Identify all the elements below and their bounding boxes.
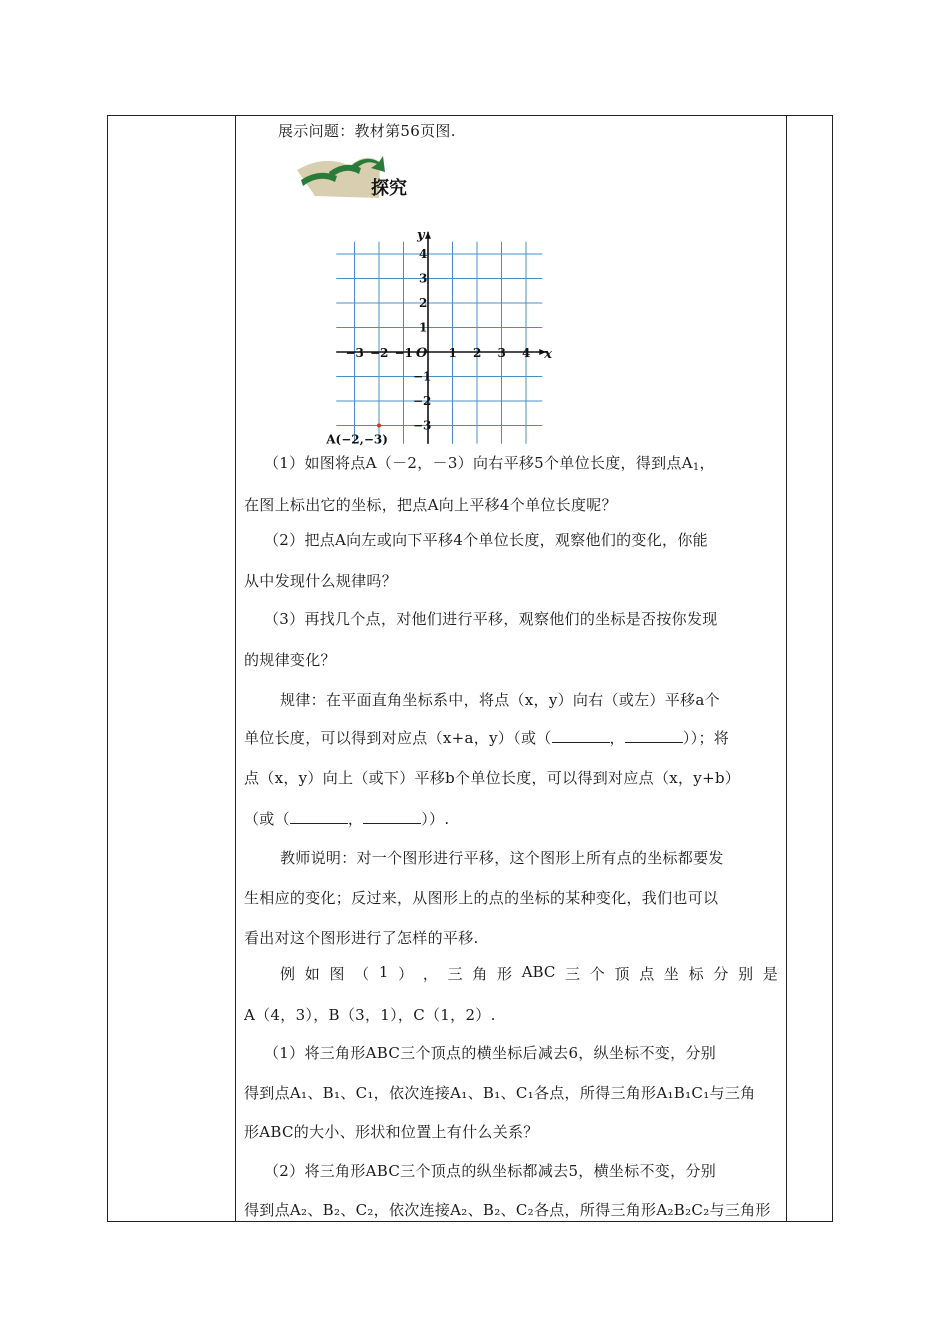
x-axis-label: x (544, 347, 553, 362)
x-tick-label: 3 (497, 346, 506, 360)
example-word: 个 (589, 965, 605, 983)
x-tick-label: −1 (394, 346, 413, 360)
answer-blank[interactable] (552, 728, 610, 743)
coordinate-figure (295, 152, 575, 447)
x-tick-label: 2 (473, 346, 482, 360)
tick-labels (346, 247, 531, 433)
header-line: 展示问题：教材第56页图. (278, 122, 456, 140)
y-tick-label: 3 (419, 271, 428, 286)
ex2-line-1: （2）将三角形ABC三个顶点的纵坐标都减去5，横坐标不变，分别 (264, 1162, 717, 1180)
axes (336, 232, 546, 444)
ex1-line-1: （1）将三角形ABC三个顶点的横坐标后减去6，纵坐标不变，分别 (264, 1044, 717, 1062)
answer-blank[interactable] (625, 728, 683, 743)
x-tick-label: −2 (370, 346, 389, 360)
example-line-1 (280, 963, 778, 984)
example-word: 三 (447, 965, 463, 983)
example-word: 坐 (663, 965, 679, 983)
y-tick-label: −2 (413, 394, 432, 408)
x-tick-label: 4 (522, 346, 531, 360)
y-tick-label: 1 (419, 320, 428, 335)
example-word: 图 (329, 965, 345, 983)
example-line-2: A（4，3），B（3，1），C（1，2）. (244, 1006, 496, 1024)
rule-line-1: 规律：在平面直角坐标系中，将点（x，y）向右（或左）平移a个 (280, 691, 720, 709)
x-tick-label: 1 (448, 346, 457, 360)
x-tick-label: −3 (345, 346, 364, 360)
example-word: 形 (497, 965, 513, 983)
example-word: ， (422, 965, 438, 983)
y-axis-arrow (425, 232, 431, 239)
point-a-marker (377, 424, 381, 428)
point-a-label: A(−2,−3) (326, 432, 388, 447)
example-word: 三 (565, 965, 581, 983)
q3-line-1: （3）再找几个点，对他们进行平移，观察他们的坐标是否按你发现 (264, 610, 718, 628)
q3-line-2: 的规律变化？ (244, 651, 336, 669)
ex1-line-3: 形ABC的大小、形状和位置上有什么关系？ (244, 1123, 539, 1141)
example-word: 点 (639, 965, 655, 983)
q2-line-1: （2）把点A向左或向下平移4个单位长度，观察他们的变化，你能 (264, 531, 708, 549)
coordinate-grid-svg (295, 152, 575, 447)
origin-label: O (416, 346, 428, 361)
ex2-line-2: 得到点A₂、B₂、C₂，依次连接A₂、B₂、C₂各点，所得三角形A₂B₂C₂与三角形 (244, 1201, 771, 1219)
example-word: （ (354, 965, 370, 983)
rule-line-3: 点（x，y）向上（或下）平移b个单位长度，可以得到对应点（x，y+b） (244, 769, 741, 787)
y-axis-label: y (417, 227, 425, 243)
example-word: 分 (713, 965, 729, 983)
banner-title: 探究 (371, 178, 407, 199)
explore-banner (297, 156, 407, 199)
y-tick-label: −3 (413, 418, 432, 433)
example-word: ） (398, 965, 414, 983)
example-word: 是 (762, 965, 778, 983)
grid-lines (336, 242, 542, 444)
teacher-line-1: 教师说明：对一个图形进行平移，这个图形上所有点的坐标都要发 (280, 849, 724, 867)
answer-blank[interactable] (290, 809, 348, 824)
column-divider-2 (786, 116, 787, 1221)
example-word: 例 (280, 965, 296, 983)
y-tick-label: 4 (419, 247, 428, 261)
example-word: 1 (378, 963, 389, 981)
example-word: 别 (738, 965, 754, 983)
teacher-line-3: 看出对这个图形进行了怎样的平移. (244, 929, 479, 947)
example-word: 如 (304, 965, 320, 983)
answer-blank[interactable] (363, 809, 421, 824)
example-word: 角 (472, 965, 488, 983)
q1-line-1: （1）如图将点A（－2，－3）向右平移5个单位长度，得到点$A_1$， (264, 454, 715, 473)
rule-line-2: 单位长度，可以得到对应点（x+a，y）（或（ ， ））；将 (244, 729, 730, 747)
y-tick-label: 2 (419, 296, 428, 310)
q1-line-2: 在图上标出它的坐标，把点A向上平移4个单位长度呢？ (244, 496, 617, 514)
rule-line-4: （或（ ， ））. (244, 810, 450, 828)
example-word: 顶 (614, 965, 630, 983)
column-divider-1 (235, 116, 236, 1221)
example-word: ABC (521, 963, 556, 981)
example-word: 标 (688, 965, 704, 983)
teacher-line-2: 生相应的变化；反过来，从图形上的点的坐标的某种变化，我们也可以 (244, 889, 719, 907)
q2-line-2: 从中发现什么规律吗？ (244, 572, 398, 590)
ex1-line-2: 得到点A₁、B₁、C₁，依次连接A₁、B₁、C₁各点，所得三角形A₁B₁C₁与三角 (244, 1084, 756, 1102)
y-tick-label: −1 (413, 369, 432, 384)
